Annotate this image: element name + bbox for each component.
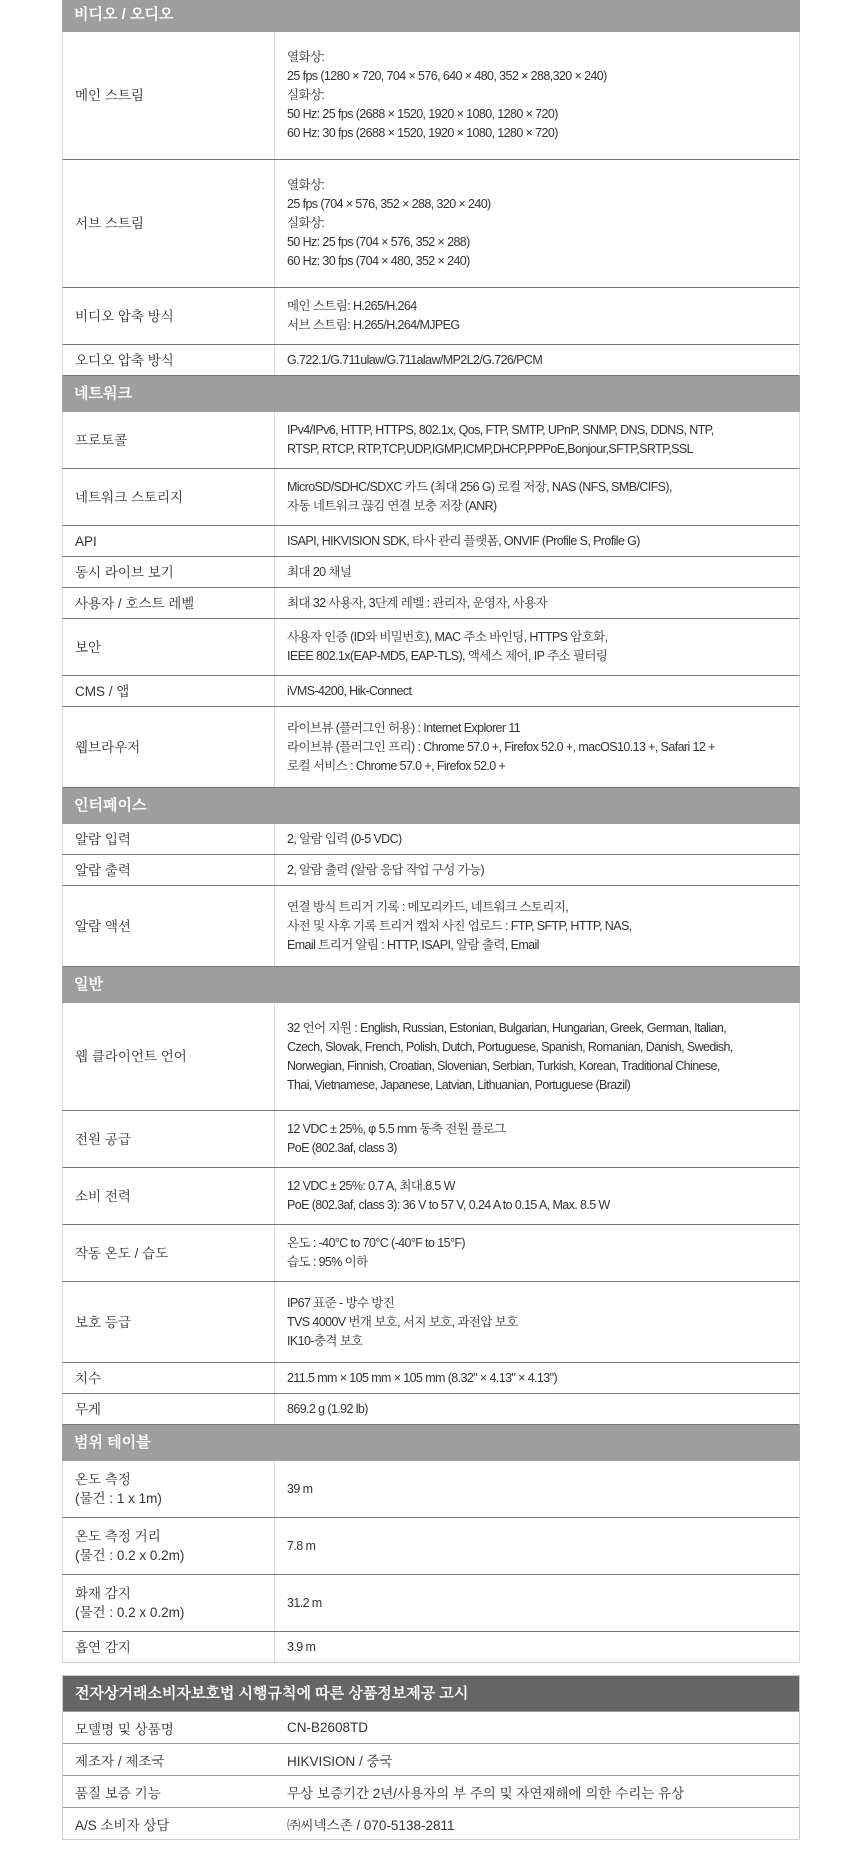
spec-row	[62, 1575, 800, 1632]
spec-label-line: 소비 전력	[75, 1188, 131, 1204]
spec-value	[275, 345, 799, 375]
section-header: 네트워크	[62, 376, 800, 412]
spec-value-line: G.722.1/G.711ulaw/G.711alaw/MP2L2/G.726/PCM	[287, 352, 543, 367]
spec-value-line: 최대 20 채널	[287, 564, 352, 579]
notice-row	[63, 1711, 799, 1743]
spec-value-line: 12 VDC ± 25%: 0.7 A, 최대.8.5 W	[287, 1179, 455, 1193]
spec-label-line: 온도 측정 거리	[75, 1529, 161, 1544]
spec-label-line: 전원 공급	[75, 1131, 131, 1147]
spec-value	[275, 412, 799, 468]
spec-row	[62, 1111, 800, 1168]
spec-value-line: Email 트리거 알림 : HTTP, ISAPI, 알람 출력, Email	[287, 937, 539, 952]
spec-value	[275, 1632, 799, 1662]
spec-label	[63, 886, 275, 966]
spec-row	[62, 1394, 800, 1425]
spec-value	[275, 855, 799, 885]
spec-value-line: 3.9 m	[287, 1639, 316, 1654]
spec-label-line: API	[75, 533, 97, 549]
spec-label	[63, 1632, 275, 1662]
notice-value: HIKVISION / 중국	[287, 1753, 393, 1769]
spec-value-line: 열화상:	[287, 178, 325, 192]
spec-label-line: 치수	[75, 1370, 102, 1386]
notice-value: CN-B2608TD	[287, 1720, 369, 1735]
spec-value-line: RTSP, RTCP, RTP,TCP,UDP,IGMP,ICMP,DHCP,PPPoE,Bonjour,SFTP,SRTP,SSL	[287, 442, 693, 456]
spec-value-line: IEEE 802.1x(EAP-MD5, EAP-TLS), 액세스 제어, IP 주소 필터링	[287, 649, 608, 663]
spec-row	[62, 288, 800, 345]
notice-label: 모델명 및 상품명	[75, 1721, 174, 1737]
spec-value	[275, 1168, 799, 1224]
spec-value-line: 열화상:	[287, 50, 325, 64]
spec-label-line: (물건 : 0.2 x 0.2m)	[75, 1605, 185, 1620]
spec-value	[275, 1518, 799, 1574]
notice-row	[63, 1775, 799, 1807]
spec-value	[275, 1461, 799, 1517]
spec-label-line: 비디오 압축 방식	[75, 308, 174, 324]
spec-label-line: (물건 : 0.2 x 0.2m)	[75, 1548, 185, 1563]
spec-label-line: 보안	[75, 639, 102, 655]
spec-value-line: 25 fps (704 × 576, 352 × 288, 320 × 240)	[287, 197, 491, 211]
spec-row	[62, 1632, 800, 1663]
spec-value-line: IK10-충격 보호	[287, 1333, 363, 1348]
spec-label	[63, 412, 275, 468]
spec-row	[62, 557, 800, 588]
spec-value	[275, 1003, 799, 1110]
spec-value-line: iVMS-4200, Hik-Connect	[287, 683, 412, 698]
spec-label-line: 웹 클라이언트 언어	[75, 1049, 187, 1064]
spec-row	[62, 32, 800, 160]
spec-value-line: 최대 32 사용자, 3단계 레벨 : 관리자, 운영자, 사용자	[287, 595, 548, 610]
spec-label	[63, 1282, 275, 1362]
spec-value	[275, 588, 799, 618]
notice-value: ㈜씨넥스존 / 070-5138-2811	[287, 1817, 455, 1833]
spec-value	[275, 557, 799, 587]
spec-label	[63, 707, 275, 787]
spec-row	[62, 886, 800, 967]
spec-value	[275, 288, 799, 344]
spec-row	[62, 855, 800, 886]
spec-label-line: 네트워크 스토리지	[75, 489, 184, 505]
notice-row	[63, 1807, 799, 1839]
spec-value-line: 60 Hz: 30 fps (704 × 480, 352 × 240)	[287, 254, 470, 268]
notice-label: 제조자 / 제조국	[75, 1753, 165, 1769]
spec-label	[63, 1225, 275, 1281]
spec-label-line: 오디오 압축 방식	[75, 352, 174, 368]
spec-row	[62, 469, 800, 526]
spec-value	[275, 1394, 799, 1424]
section-header: 범위 테이블	[62, 1425, 800, 1461]
spec-label-line: 온도 측정	[75, 1472, 131, 1487]
section-header: 비디오 / 오디오	[62, 0, 800, 32]
spec-label	[63, 1461, 275, 1517]
spec-row	[62, 1282, 800, 1363]
spec-label-line: 프로토콜	[75, 432, 128, 448]
spec-row	[62, 412, 800, 469]
spec-row	[62, 1003, 800, 1111]
spec-value-line: Norwegian, Finnish, Croatian, Slovenian, Serbian, Turkish, Korean, Traditional Chinese,	[287, 1058, 720, 1073]
spec-label-line: 알람 출력	[75, 862, 131, 878]
spec-value-line: 사용자 인증 (ID와 비밀번호), MAC 주소 바인딩, HTTPS 암호화,	[287, 630, 608, 644]
spec-value	[275, 886, 799, 966]
spec-label-line: 작동 온도 / 습도	[75, 1245, 169, 1261]
section-header: 인터페이스	[62, 788, 800, 824]
spec-value	[275, 526, 799, 556]
spec-value-line: Czech, Slovak, French, Polish, Dutch, Portuguese, Spanish, Romanian, Danish, Swedish,	[287, 1039, 733, 1054]
spec-table	[62, 0, 800, 1663]
spec-label	[63, 469, 275, 525]
spec-label	[63, 32, 275, 159]
spec-value-line: 50 Hz: 25 fps (704 × 576, 352 × 288)	[287, 235, 470, 249]
spec-row	[62, 619, 800, 676]
spec-value-line: MicroSD/SDHC/SDXC 카드 (최대 256 G) 로컬 저장, NAS (NFS, SMB/CIFS),	[287, 480, 672, 494]
spec-label-line: 화재 감지	[75, 1586, 131, 1601]
spec-value-line: 60 Hz: 30 fps (2688 × 1520, 1920 × 1080, 1280 × 720)	[287, 126, 558, 140]
spec-label	[63, 557, 275, 587]
spec-label	[63, 1518, 275, 1574]
spec-row	[62, 1461, 800, 1518]
spec-value-line: PoE (802.3af, class 3)	[287, 1141, 397, 1155]
spec-label-line: (물건 : 1 x 1m)	[75, 1491, 162, 1506]
spec-label	[63, 1394, 275, 1424]
spec-label-line: 흡연 감지	[75, 1639, 131, 1655]
spec-row	[62, 1225, 800, 1282]
spec-value	[275, 160, 799, 287]
notice-title: 전자상거래소비자보호법 시행규칙에 따른 상품정보제공 고시	[63, 1676, 799, 1711]
spec-value	[275, 707, 799, 787]
spec-label-line: 서브 스트림	[75, 216, 144, 231]
spec-value-line: TVS 4000V 번개 보호, 서지 보호, 과전압 보호	[287, 1314, 518, 1329]
spec-row	[62, 1518, 800, 1575]
spec-value-line: 사전 및 사후 기록 트리거 캡처 사진 업로드 : FTP, SFTP, HTTP, NAS,	[287, 918, 632, 933]
spec-label	[63, 526, 275, 556]
spec-value	[275, 1575, 799, 1631]
spec-value	[275, 619, 799, 675]
spec-label	[63, 676, 275, 706]
section-header: 일반	[62, 967, 800, 1003]
spec-label-line: 메인 스트림	[75, 88, 144, 103]
spec-value	[275, 1111, 799, 1167]
spec-row	[62, 707, 800, 788]
notice-row	[63, 1743, 799, 1775]
spec-label	[63, 345, 275, 375]
spec-value-line: 211.5 mm × 105 mm × 105 mm (8.32" × 4.13" × 4.13")	[287, 1370, 558, 1385]
spec-value-line: 50 Hz: 25 fps (2688 × 1520, 1920 × 1080, 1280 × 720)	[287, 107, 558, 121]
spec-value	[275, 32, 799, 159]
spec-value-line: 869.2 g (1.92 lb)	[287, 1401, 368, 1416]
spec-value	[275, 824, 799, 854]
spec-label	[63, 1363, 275, 1393]
spec-value-line: PoE (802.3af, class 3): 36 V to 57 V, 0.24 A to 0.15 A, Max. 8.5 W	[287, 1198, 610, 1212]
spec-row	[62, 676, 800, 707]
spec-label-line: 알람 입력	[75, 831, 131, 847]
spec-label	[63, 588, 275, 618]
spec-value-line: 2, 알람 출력 (알람 응답 작업 구성 가능)	[287, 862, 485, 877]
spec-label-line: CMS / 앱	[75, 683, 130, 699]
spec-label	[63, 619, 275, 675]
spec-value-line: Thai, Vietnamese, Japanese, Latvian, Lithuanian, Portuguese (Brazil)	[287, 1077, 631, 1092]
notice-label: A/S 소비자 상담	[75, 1817, 170, 1833]
spec-value-line: 12 VDC ± 25%, φ 5.5 mm 동축 전원 플로그	[287, 1122, 506, 1136]
spec-value-line: 7.8 m	[287, 1538, 316, 1553]
spec-value-line: ISAPI, HIKVISION SDK, 타사 관리 플랫폼, ONVIF (Profile S, Profile G)	[287, 533, 640, 548]
spec-row	[62, 1168, 800, 1225]
spec-row	[62, 345, 800, 376]
spec-label-line: 보호 등급	[75, 1314, 131, 1330]
spec-value-line: 31.2 m	[287, 1595, 322, 1610]
spec-value-line: 온도 : -40°C to 70°C (-40°F to 15°F)	[287, 1236, 465, 1250]
spec-value-line: 25 fps (1280 × 720, 704 × 576, 640 × 480, 352 × 288,320 × 240)	[287, 69, 607, 83]
spec-value-line: 라이브뷰 (플러그인 프리) : Chrome 57.0 +, Firefox 52.0 +, macOS10.13 +, Safari 12 +	[287, 739, 715, 754]
spec-value-line: 로컬 서비스 : Chrome 57.0 +, Firefox 52.0 +	[287, 758, 506, 773]
spec-value-line: 연결 방식 트리거 기록 : 메모리카드, 네트워크 스토리지,	[287, 899, 569, 914]
spec-value-line: 2, 알람 입력 (0-5 VDC)	[287, 831, 402, 846]
spec-value	[275, 1282, 799, 1362]
spec-value-line: 습도 : 95% 이하	[287, 1255, 368, 1269]
spec-label	[63, 855, 275, 885]
spec-label	[63, 1003, 275, 1110]
spec-value-line: 서브 스트림: H.265/H.264/MJPEG	[287, 318, 460, 332]
spec-label-line: 사용자 / 호스트 레벨	[75, 595, 195, 611]
spec-value-line: 자동 네트워크 끊김 연결 보충 저장 (ANR)	[287, 499, 497, 513]
product-notice-table	[62, 1675, 800, 1840]
spec-value	[275, 1225, 799, 1281]
notice-label: 품질 보증 기능	[75, 1785, 161, 1801]
spec-value	[275, 469, 799, 525]
spec-value-line: 메인 스트림: H.265/H.264	[287, 299, 417, 313]
spec-row	[62, 588, 800, 619]
spec-label-line: 알람 액션	[75, 918, 131, 934]
spec-row	[62, 824, 800, 855]
spec-value	[275, 1363, 799, 1393]
spec-label	[63, 288, 275, 344]
spec-label	[63, 1168, 275, 1224]
spec-label	[63, 160, 275, 287]
spec-row	[62, 526, 800, 557]
spec-label	[63, 1575, 275, 1631]
spec-label-line: 웹브라우저	[75, 739, 141, 755]
spec-value-line: 32 언어 지원 : English, Russian, Estonian, Bulgarian, Hungarian, Greek, German, Italian,	[287, 1020, 727, 1035]
spec-label-line: 무게	[75, 1401, 102, 1417]
spec-value-line: 실화상:	[287, 216, 325, 230]
spec-value	[275, 676, 799, 706]
spec-value-line: IP67 표준 - 방수 방진	[287, 1295, 395, 1310]
spec-value-line: 39 m	[287, 1481, 313, 1496]
spec-label	[63, 1111, 275, 1167]
spec-value-line: 실화상:	[287, 88, 325, 102]
spec-label	[63, 824, 275, 854]
spec-row	[62, 1363, 800, 1394]
spec-value-line: IPv4/IPv6, HTTP, HTTPS, 802.1x, Qos, FTP, SMTP, UPnP, SNMP, DNS, DDNS, NTP,	[287, 423, 714, 437]
spec-row	[62, 160, 800, 288]
notice-value: 무상 보증기간 2년/사용자의 부 주의 및 자연재해에 의한 수리는 유상	[287, 1785, 685, 1801]
spec-value-line: 라이브뷰 (플러그인 허용) : Internet Explorer 11	[287, 720, 521, 735]
spec-label-line: 동시 라이브 보기	[75, 564, 174, 580]
